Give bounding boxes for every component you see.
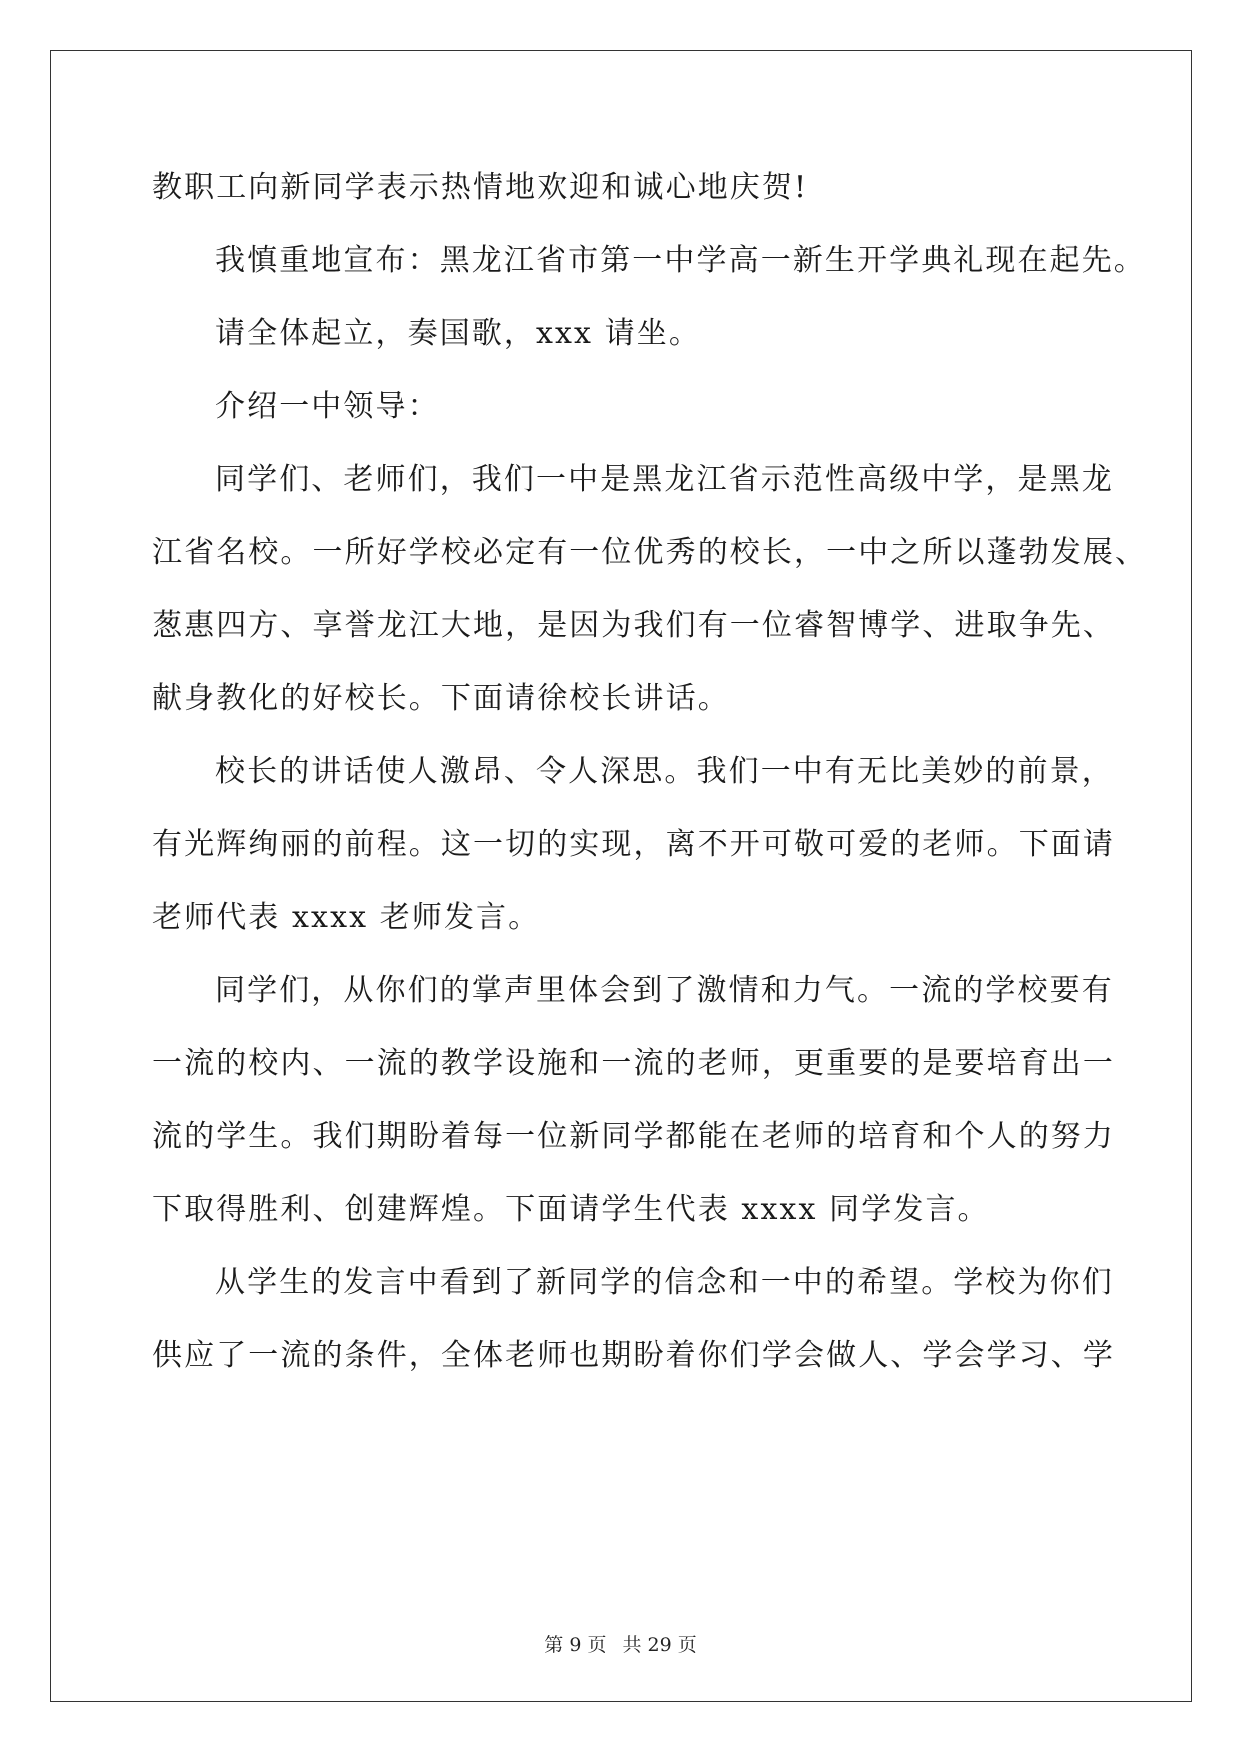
text-line: 葱惠四方、享誉龙江大地，是因为我们有一位睿智博学、进取争先、	[152, 608, 1115, 643]
text-line: 有光辉绚丽的前程。这一切的实现，离不开可敬可爱的老师。下面请	[152, 827, 1115, 862]
text-line: 从学生的发言中看到了新同学的信念和一中的希望。学校为你们	[215, 1265, 1114, 1300]
text-line: 老师代表 xxxx 老师发言。	[152, 900, 541, 935]
total-pages: 共 29 页	[622, 1634, 697, 1656]
text-line: 校长的讲话使人激昂、令人深思。我们一中有无比美妙的前景，	[215, 754, 1114, 789]
text-line: 供应了一流的条件，全体老师也期盼着你们学会做人、学会学习、学	[152, 1338, 1115, 1373]
text-line: 江省名校。一所好学校必定有一位优秀的校长，一中之所以蓬勃发展、	[152, 535, 1148, 570]
text-line: 同学们、老师们，我们一中是黑龙江省示范性高级中学，是黑龙	[215, 462, 1114, 497]
text-line: 介绍一中领导：	[215, 389, 440, 424]
text-line: 一流的校内、一流的教学设施和一流的老师，更重要的是要培育出一	[152, 1046, 1115, 1081]
text-line: 我慎重地宣布：黑龙江省市第一中学高一新生开学典礼现在起先。	[215, 243, 1146, 278]
text-line: 下取得胜利、创建辉煌。下面请学生代表 xxxx 同学发言。	[152, 1192, 990, 1227]
page-border	[50, 50, 1192, 1702]
page-number: 第 9 页	[544, 1634, 607, 1656]
page-footer	[0, 1633, 1241, 1657]
text-line: 流的学生。我们期盼着每一位新同学都能在老师的培育和个人的努力	[152, 1119, 1115, 1154]
text-line: 同学们，从你们的掌声里体会到了激情和力气。一流的学校要有	[215, 973, 1114, 1008]
text-line: 教职工向新同学表示热情地欢迎和诚心地庆贺!	[152, 170, 809, 205]
text-line: 请全体起立，奏国歌，xxx 请坐。	[215, 316, 701, 351]
text-line: 献身教化的好校长。下面请徐校长讲话。	[152, 681, 730, 716]
